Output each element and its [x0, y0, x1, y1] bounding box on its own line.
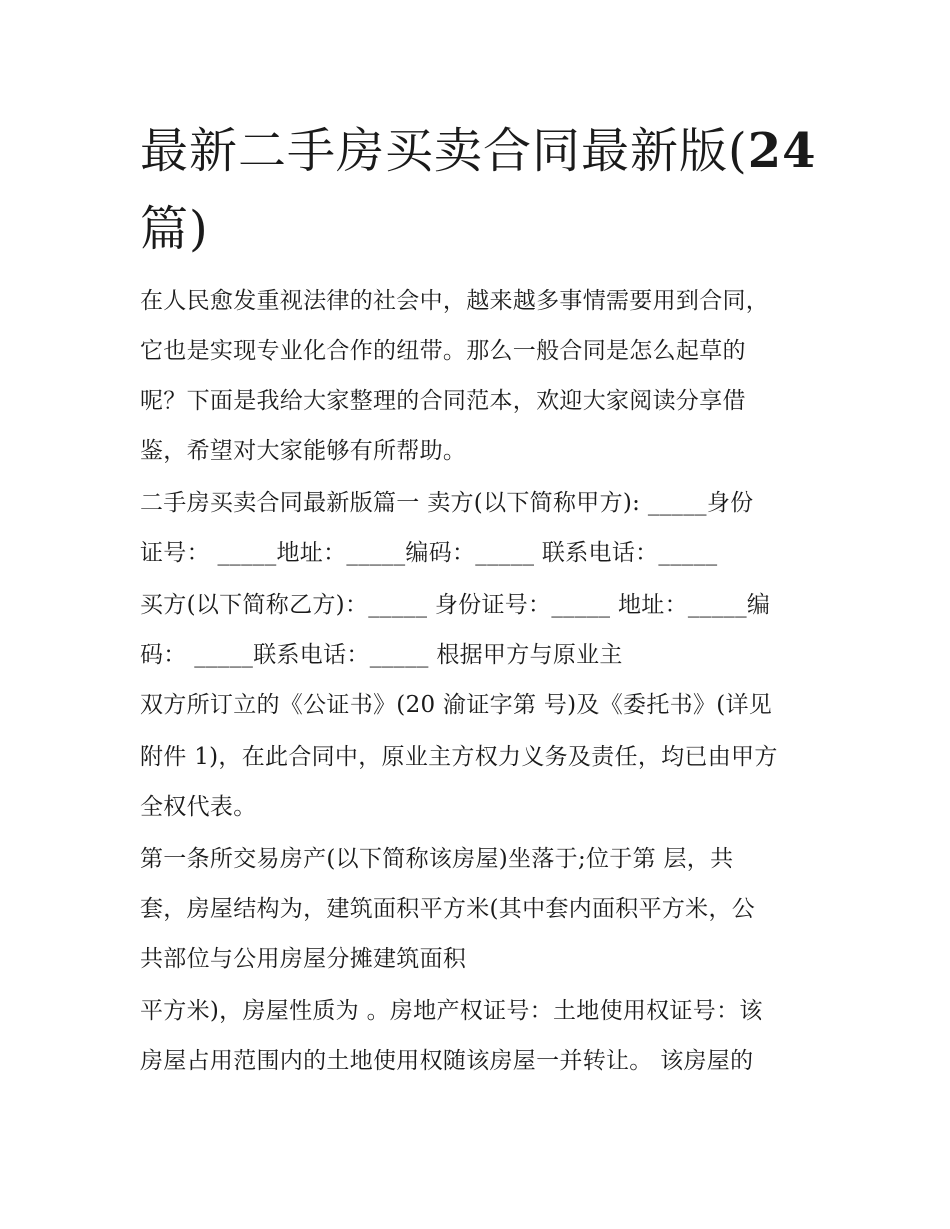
title-text: 最新二手房买卖合同最新版( — [140, 123, 748, 179]
body-line: 房屋占用范围内的土地使用权随该房屋一并转让。 该房屋的 — [140, 1048, 754, 1074]
body-line: 证号： _____地址：_____编码：_____ 联系电话：_____ — [140, 540, 718, 566]
body-line: 附件 1)，在此合同中，原业主方权力义务及责任，均已由甲方 — [140, 744, 778, 770]
body-line: 全权代表。 — [140, 794, 257, 820]
body-line: 二手房买卖合同最新版篇一 卖方(以下简称甲方): _____身份 — [140, 490, 754, 516]
body-line: 在人民愈发重视法律的社会中，越来越多事情需要用到合同， — [140, 288, 770, 314]
body-line: 平方米)，房屋性质为 。房地产权证号：土地使用权证号：该 — [140, 998, 763, 1024]
body-line: 码： _____联系电话：_____ 根据甲方与原业主 — [140, 642, 623, 668]
body-line: 双方所订立的《公证书》(20 渝证字第 号)及《委托书》(详见 — [140, 692, 773, 718]
title-text-continued: 篇) — [140, 201, 209, 257]
body-line: 买方(以下简称乙方)：_____ 身份证号：_____ 地址：_____编 — [140, 592, 771, 618]
document-title — [140, 112, 830, 268]
body-line: 共部位与公用房屋分摊建筑面积 — [140, 946, 467, 972]
body-line: 套，房屋结构为，建筑面积平方米(其中套内面积平方米，公 — [140, 896, 756, 922]
body-line: 鉴，希望对大家能够有所帮助。 — [140, 438, 467, 464]
body-line: 它也是实现专业化合作的纽带。那么一般合同是怎么起草的 — [140, 338, 746, 364]
body-line: 第一条所交易房产(以下简称该房屋)坐落于;位于第 层，共 — [140, 846, 734, 872]
title-number: 24 — [747, 123, 817, 179]
body-line: 呢？下面是我给大家整理的合同范本，欢迎大家阅读分享借 — [140, 388, 746, 414]
